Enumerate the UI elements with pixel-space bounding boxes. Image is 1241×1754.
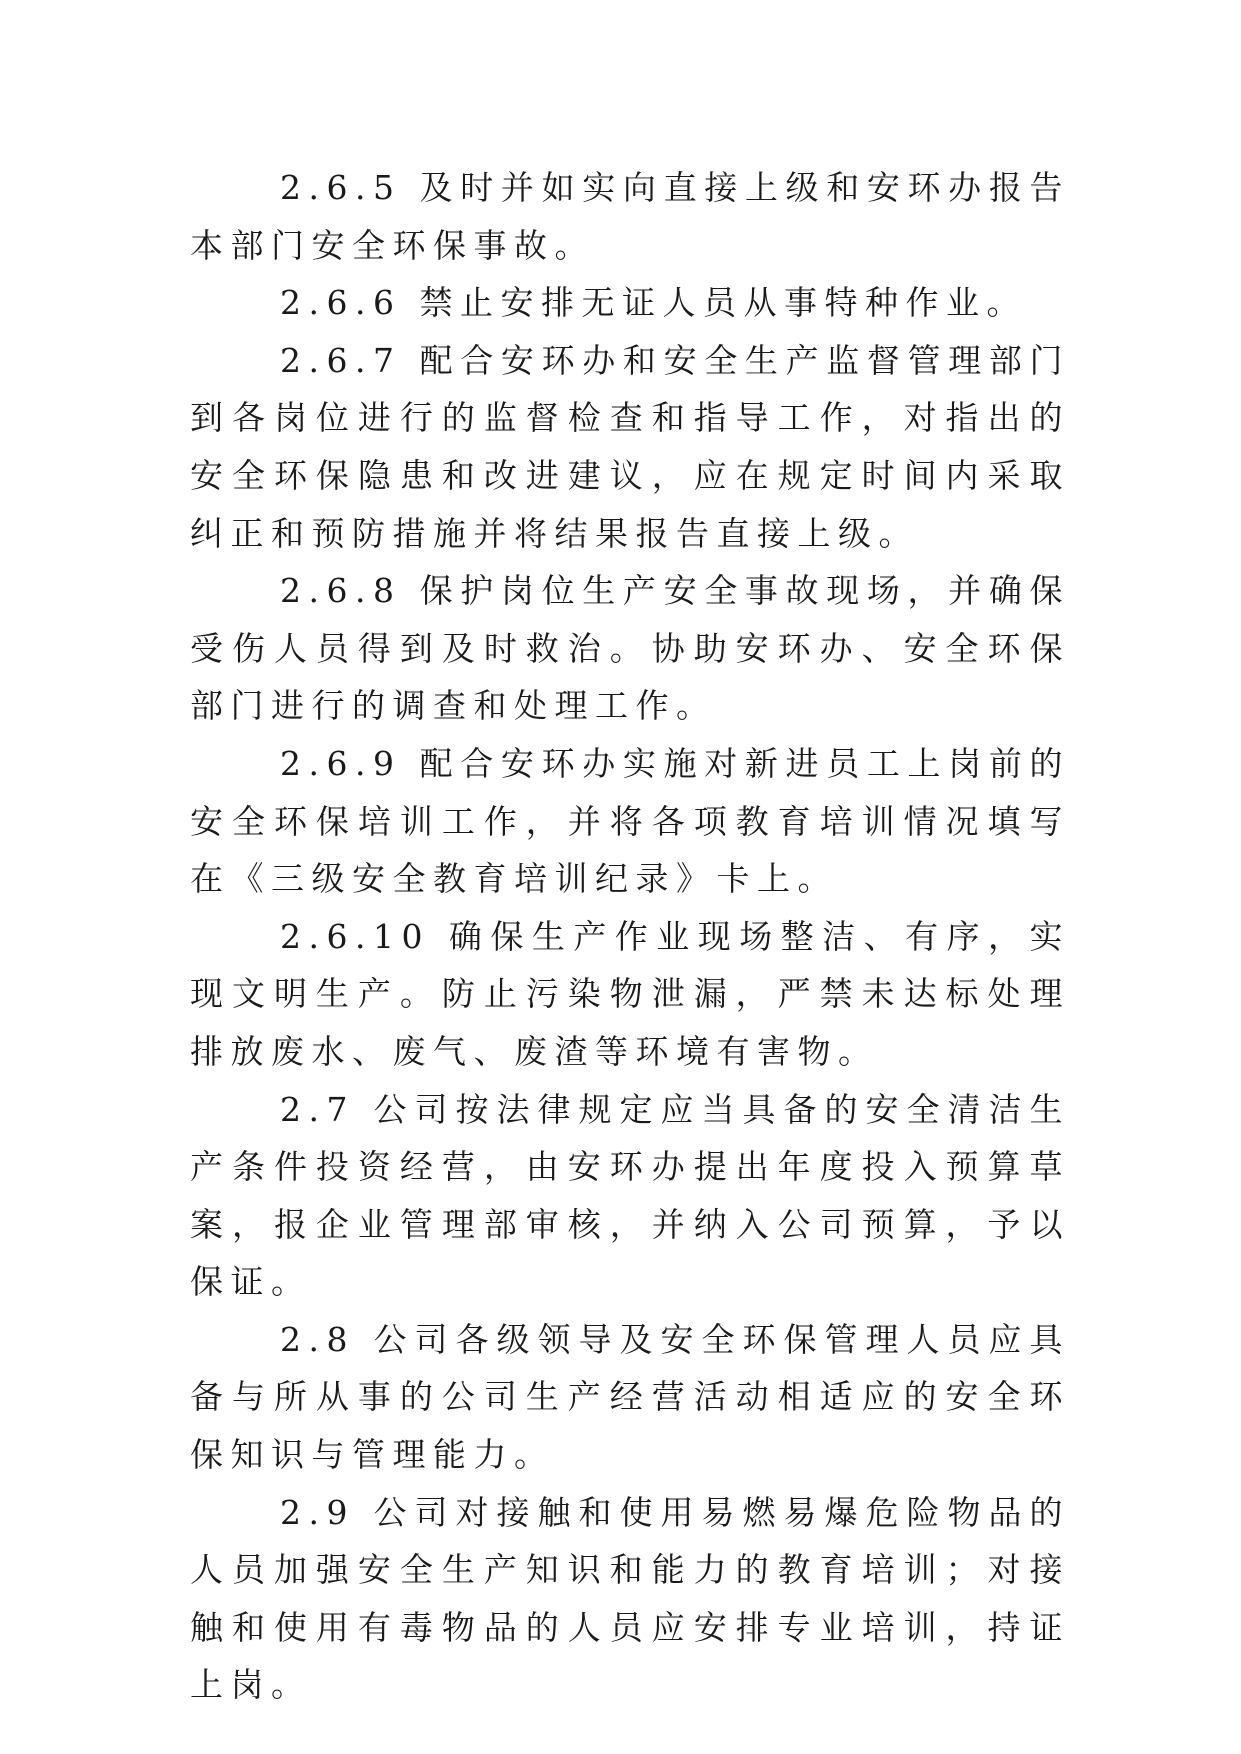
- paragraph-2-6-6: 2.6.6 禁止安排无证人员从事特种作业。: [280, 283, 1027, 323]
- paragraph-2-7: 2.7 公司按法律规定应当具备的安全清洁生产条件投资经营，由安环办提出年度投入预算草案，报企业管理部审核，并纳入公司预算，予以保证。: [190, 1089, 1070, 1302]
- paragraph-2-6-10: 2.6.10 确保生产作业现场整洁、有序，实现文明生产。防止污染物泄漏，严禁未达标处理排放废水、废气、废渣等环境有害物。: [190, 916, 1070, 1071]
- paragraph-2-6-8: 2.6.8 保护岗位生产安全事故现场，并确保受伤人员得到及时救治。协助安环办、安全环保部门进行的调查和处理工作。: [190, 571, 1070, 726]
- paragraph-2-6-9: 2.6.9 配合安环办实施对新进员工上岗前的安全环保培训工作，并将各项教育培训情况填写在《三级安全教育培训纪录》卡上。: [190, 743, 1070, 899]
- paragraph-2-8: 2.8 公司各级领导及安全环保管理人员应具备与所从事的公司生产经营活动相适应的安全环保知识与管理能力。: [190, 1319, 1070, 1475]
- document-body: [190, 159, 1070, 1714]
- paragraph-2-6-5: 2.6.5 及时并如实向直接上级和安环办报告本部门安全环保事故。: [190, 168, 1070, 265]
- paragraph-2-9: 2.9 公司对接触和使用易燃易爆危险物品的人员加强安全生产知识和能力的教育培训；对接触和使用有毒物品的人员应安排专业培训，持证上岗。: [190, 1492, 1070, 1705]
- paragraph-2-6-7: 2.6.7 配合安环办和安全生产监督管理部门到各岗位进行的监督检查和指导工作，对指出的安全环保隐患和改进建议，应在规定时间内采取纠正和预防措施并将结果报告直接上级。: [190, 340, 1070, 553]
